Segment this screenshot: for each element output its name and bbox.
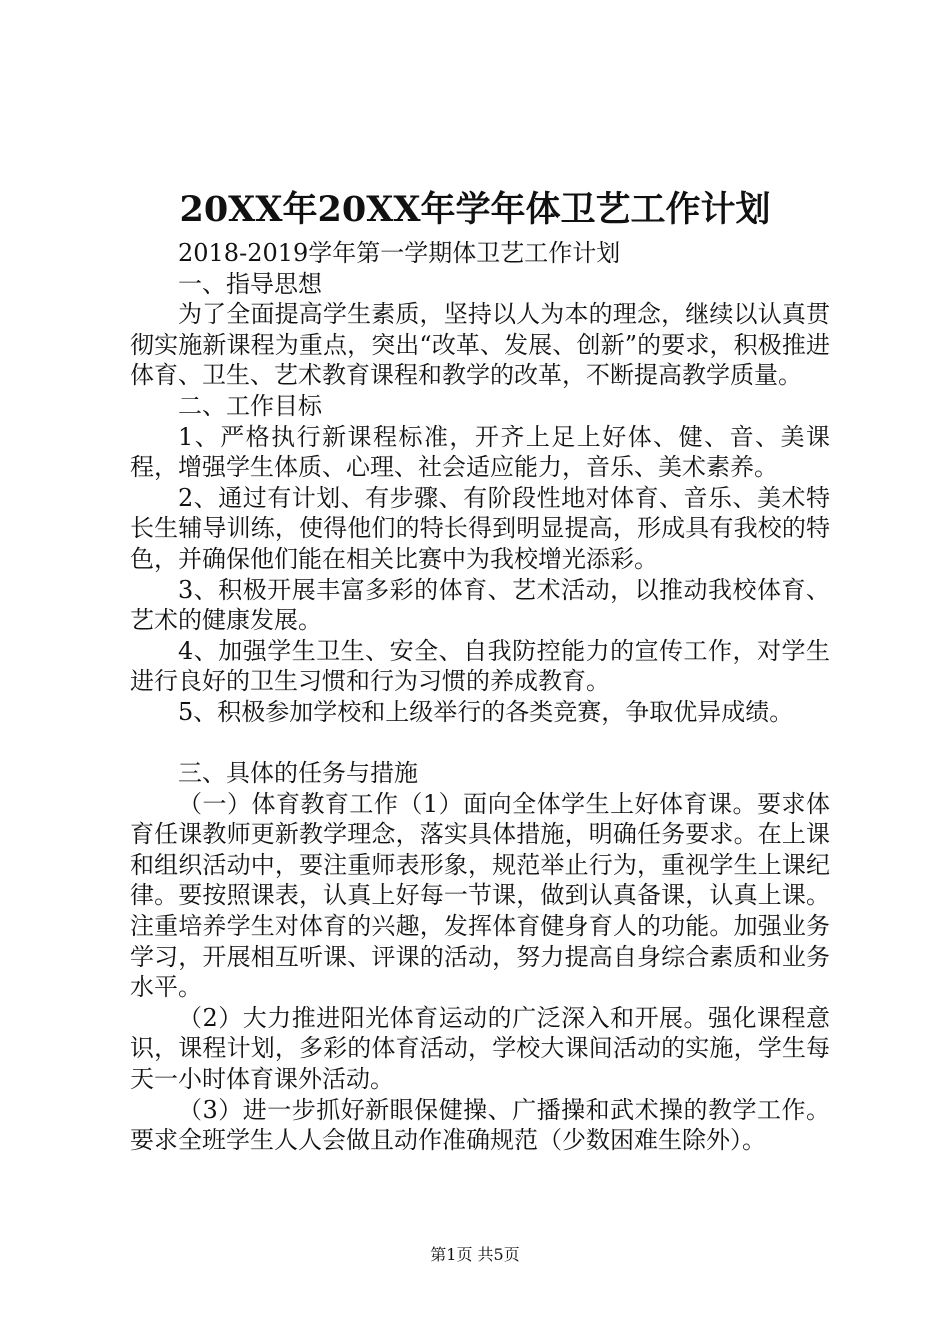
paragraph: 4、加强学生卫生、安全、自我防控能力的宣传工作，对学生进行良好的卫生习惯和行为习惯的养成教育。 [130,636,830,696]
paragraph: （一）体育教育工作（1）面向全体学生上好体育课。要求体育任课教师更新教学理念，落实具体措施，明确任务要求。在上课和组织活动中，要注重师表形象，规范举止行为，重视学生上课纪律。要按照课表，认真上好每一节课，做到认真备课，认真上课。注重培养学生对体育的兴趣，发挥体育健身育人的功能。加强业务学习，开展相互听课、评课的活动，努力提高自身综合素质和业务水平。 [130,789,830,1002]
document-title: 20XX年20XX年学年体卫艺工作计划 [179,189,771,230]
paragraph: 1、严格执行新课程标准，开齐上足上好体、健、音、美课程，增强学生体质、心理、社会适应能力，音乐、美术素养。 [130,422,830,482]
subtitle-paragraph: 2018-2019学年第一学期体卫艺工作计划 [178,239,621,267]
paragraph: （2）大力推进阳光体育运动的广泛深入和开展。强化课程意识，课程计划，多彩的体育活动，学校大课间活动的实施，学生每天一小时体育课外活动。 [130,1003,830,1094]
section-heading-guiding-ideology: 一、指导思想 [178,269,322,298]
paragraph: 为了全面提高学生素质，坚持以人为本的理念，继续以认真贯彻实施新课程为重点，突出“改革、发展、创新”的要求，积极推进体育、卫生、艺术教育课程和教学的改革，不断提高教学质量。 [130,300,830,390]
paragraph: 3、积极开展丰富多彩的体育、艺术活动，以推动我校体育、艺术的健康发展。 [130,575,830,635]
blank-line [130,728,830,759]
page-number: 第1页 共5页 [430,1245,520,1264]
paragraph: （3）进一步抓好新眼保健操、广播操和武术操的教学工作。要求全班学生人人会做且动作准确规范（少数困难生除外）。 [130,1095,830,1155]
paragraph: 5、积极参加学校和上级举行的各类竞赛，争取优异成绩。 [178,697,794,726]
section-heading-tasks-measures: 三、具体的任务与措施 [178,759,418,788]
section-heading-work-goals: 二、工作目标 [178,391,322,420]
document-body [130,238,830,1156]
paragraph: 2、通过有计划、有步骤、有阶段性地对体育、音乐、美术特长生辅导训练，使得他们的特长得到明显提高，形成具有我校的特色，并确保他们能在相关比赛中为我校增光添彩。 [130,483,830,573]
